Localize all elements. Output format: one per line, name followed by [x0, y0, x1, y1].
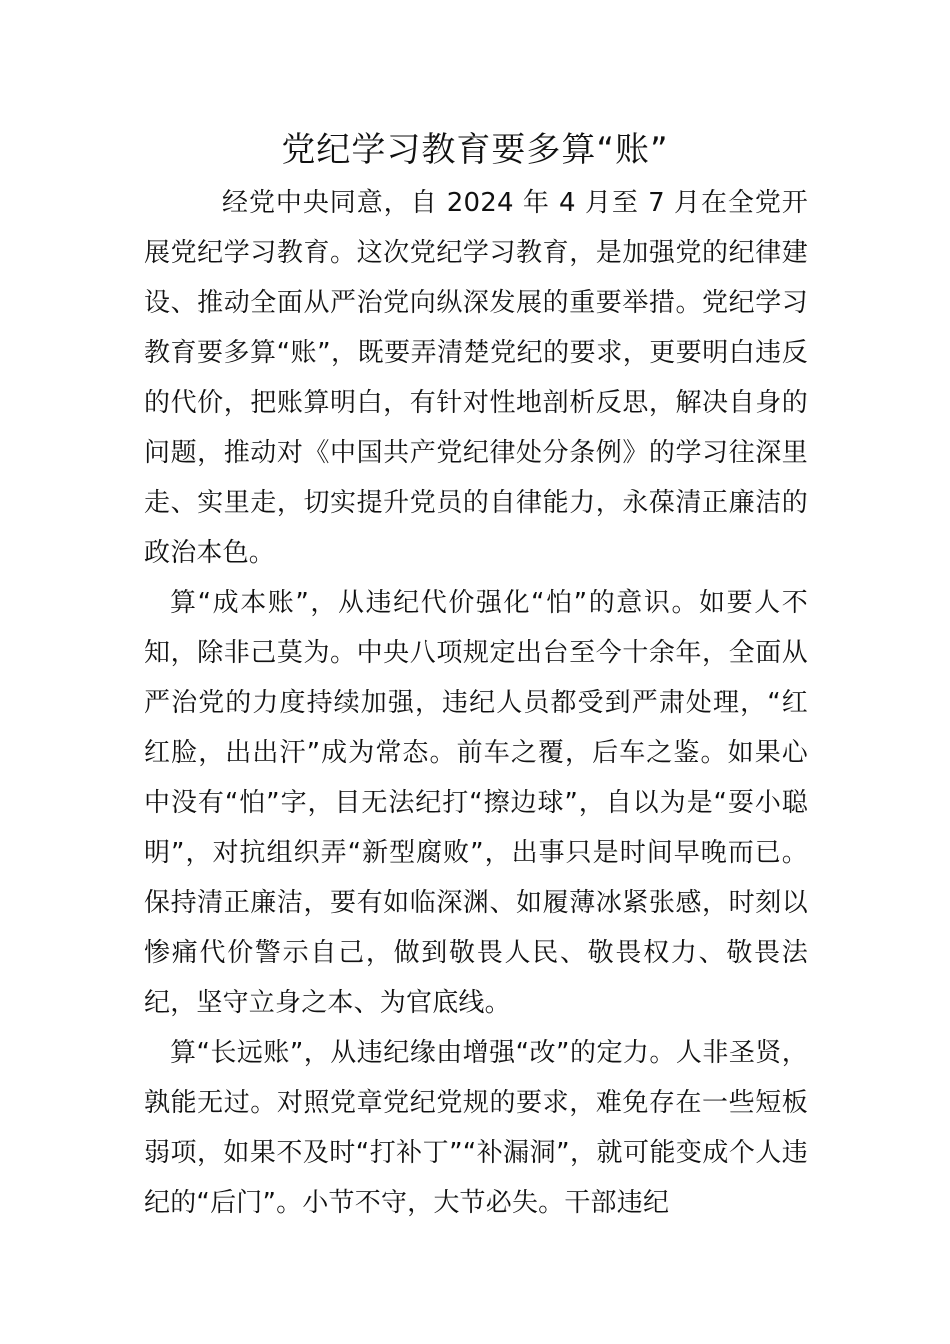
paragraph-cost-account: 算“成本账”，从违纪代价强化“怕”的意识。如要人不知，除非己莫为。中央八项规定出台至今十余年，全面从严治党的力度持续加强，违纪人员都受到严肃处理，“红红脸，出出汗”成为常态。前车之覆，后车之鉴。如果心中没有“怕”字，目无法纪打“擦边球”，自以为是“耍小聪明”，对抗组织弄“新型腐败”，出事只是时间早晚而已。保持清正廉洁，要有如临深渊、如履薄冰紧张感，时刻以惨痛代价警示自己，做到敬畏人民、敬畏权力、敬畏法纪，坚守立身之本、为官底线。: [144, 588, 808, 1018]
document-title: 党纪学习教育要多算“账”: [281, 130, 669, 170]
paragraph-long-term-account: 算“长远账”，从违纪缘由增强“改”的定力。人非圣贤，孰能无过。对照党章党纪党规的要求，难免存在一些短板弱项，如果不及时“打补丁”“补漏洞”，就可能变成个人违纪的“后门”。小节不守，大节必失。干部违纪: [144, 1038, 808, 1218]
paragraph-intro: 经党中央同意，自 2024 年 4 月至 7 月在全党开展党纪学习教育。这次党纪学习教育，是加强党的纪律建设、推动全面从严治党向纵深发展的重要举措。党纪学习教育要多算“账”，既要弄清楚党纪的要求，更要明白违反的代价，把账算明白，有针对性地剖析反思，解决自身的问题，推动对《中国共产党纪律处分条例》的学习往深里走、实里走，切实提升党员的自律能力，永葆清正廉洁的政治本色。: [144, 188, 808, 568]
document-body: [144, 178, 808, 1228]
